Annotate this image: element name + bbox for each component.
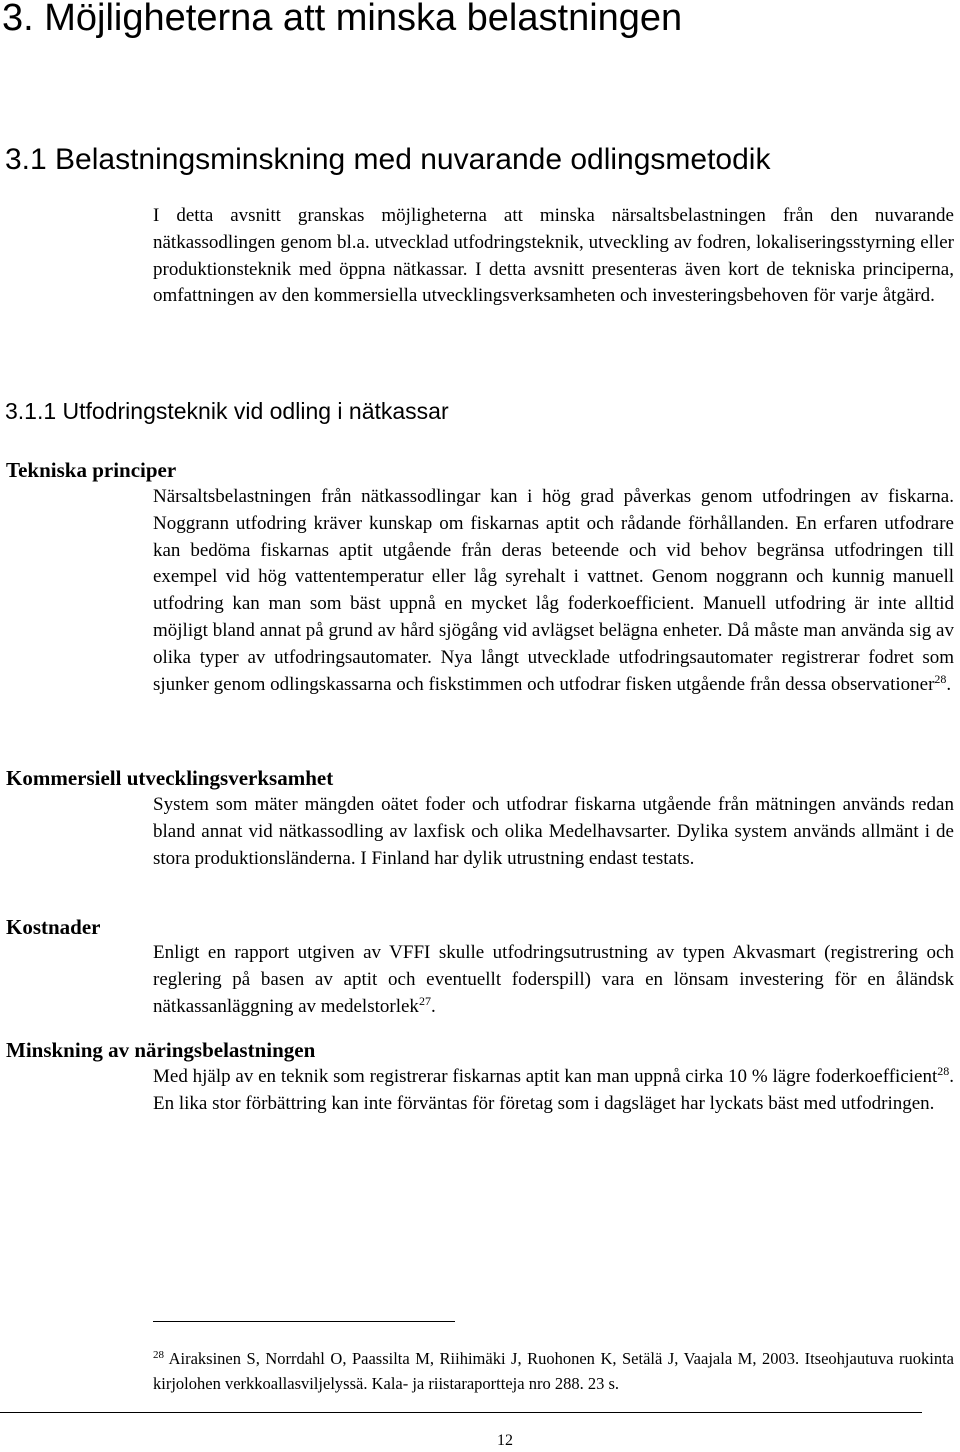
heading-kommersiell: Kommersiell utvecklingsverksamhet [6, 766, 334, 790]
paragraph-minskning [153, 1064, 954, 1118]
paragraph-end: . [430, 995, 436, 1017]
footnote [153, 1346, 954, 1396]
paragraph-tekniska-principer-text: Närsaltsbelastningen från nätkassodlingar kan i hög grad påverkas genom utfodringen av fiskarna. Noggrann utfodring kräver kunskap om fiskarnas aptit och rådande förhållanden. En erfaren utfodrare kan bedöma fiskarnas aptit utgående från deras beteende och vid behov begränsa utfodringen till exempel vid hög vattentemperatur eller låg syrehalt i vattnet. Genom noggrann och kunnig manuell utfodring kan man som bäst uppnå en mycket låg foderkoefficient. Manuell utfodring är inte alltid möjligt bland annat på grund av hård sjögång vid avlägset belägna enheter. Då måste man använda sig av olika typer av utfodringsautomater. Nya långt utvecklade utfodringsautomater registrerar fodret som sjunker genom odlingskassarna och fiskstimmen och utfodrar fisken utgående från dessa observationer [153, 486, 954, 695]
paragraph-end: . [946, 673, 952, 695]
paragraph-minskning-text: Med hjälp av en teknik som registrerar fiskarnas aptit kan man uppnå cirka 10 % lägre foderkoefficient [153, 1066, 938, 1087]
heading-minskning: Minskning av näringsbelastningen [6, 1038, 316, 1062]
footnote-number: 28 [153, 1349, 164, 1361]
paragraph-tekniska-principer [153, 484, 954, 698]
intro-paragraph: I detta avsnitt granskas möjligheterna att minska närsaltsbelastningen från den nuvarande nätkassodlingen genom bl.a. utvecklad utfodringsteknik, utveckling av fodren, lokaliseringsstyrning eller produktionsteknik med öppna nätkassar. I detta avsnitt presenteras även kort de tekniska principerna, omfattningen av den kommersiella utvecklingsverksamheten och investeringsbehoven för varje åtgärd. [153, 205, 954, 307]
paragraph-minskning-text-end: . En lika stor förbättring kan inte förväntas för företag som i dagsläget har lyckats bäst med utfodringen. [153, 1066, 954, 1114]
paragraph-kostnader [153, 940, 954, 1020]
heading-kostnader: Kostnader [6, 915, 101, 939]
footnote-text: Airaksinen S, Norrdahl O, Paassilta M, Riihimäki J, Ruohonen K, Setälä J, Vaajala M, 2003. Itseohjautuva ruokinta kirjolohen verkkoallasviljelyssä. Kala- ja riistaraportteja nro 288. 23 s. [153, 1349, 954, 1393]
chapter-heading: 3. Möjligheterna att minska belastningen [2, 0, 683, 39]
footnote-ref: 27 [418, 993, 431, 1008]
page-number: 12 [497, 1432, 513, 1449]
footnote-divider [153, 1321, 455, 1322]
subsection-heading: 3.1.1 Utfodringsteknik vid odling i nätkassar [5, 398, 449, 424]
paragraph-kostnader-text: Enligt en rapport utgiven av VFFI skulle utfodringsutrustning av typen Akvasmart (registrering och reglering på basen av aptit och eventuellt foderspill) vara en lönsam investering för en åländsk nätkassanläggning av medelstorlek [153, 942, 954, 1017]
section-heading: 3.1 Belastningsminskning med nuvarande odlingsmetodik [5, 143, 771, 176]
heading-tekniska-principer: Tekniska principer [6, 458, 177, 482]
footnote-ref: 28 [934, 671, 947, 686]
page-footer-divider [0, 1412, 922, 1413]
footnote-ref: 28 [937, 1064, 950, 1078]
paragraph-kommersiell: System som mäter mängden oätet foder och utfodrar fiskarna utgående från mätningen används redan bland annat vid nätkassodling av laxfisk och olika Medelhavsarter. Dylika system används allmänt i de stora produktionsländerna. I Finland har dylik utrustning endast testats. [153, 794, 954, 869]
